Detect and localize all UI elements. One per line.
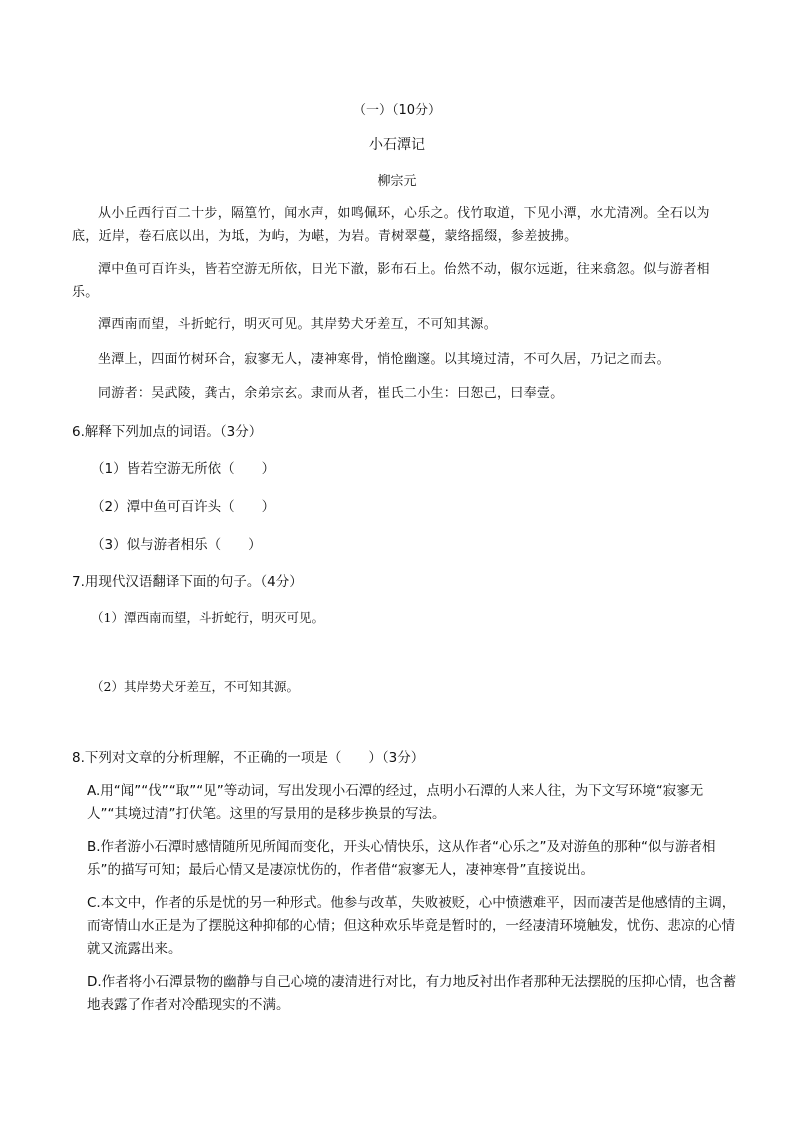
article-title: 小石潭记	[369, 137, 425, 153]
question-6-item: （3）似与游者相乐（ ）	[91, 537, 262, 553]
question-8-option-d: D.作者将小石潭景物的幽静与自己心境的凄清进行对比，有力地反衬出作者那种无法摆脱的压抑心情，也含蓄地表露了作者对冷酷现实的不满。	[87, 974, 737, 1013]
question-7-item: （2）其岸势犬牙差互，不可知其源。	[91, 679, 299, 694]
section-title: （一）（10分）	[352, 103, 442, 118]
question-8-option-c: C.本文中，作者的乐是忧的另一种形式。他参与改革，失败被贬，心中愤懑难平，因而凄苦是他感情的主调，而寄情山水正是为了摆脱这种抑郁的心情；但这种欢乐毕竟是暂时的，一经凄清环境触发，忧伤、悲凉的心情就又流露出来。	[87, 895, 736, 957]
question-8-option-a: A.用“闻”“伐”“取”“见”等动词，写出发现小石潭的经过，点明小石潭的人来人往，为下文写环境“寂寥无人”“其境过清”打伏笔。这里的写景用的是移步换景的写法。	[87, 783, 704, 822]
question-8-prompt: 8.下列对文章的分析理解，不正确的一项是（ ）（3分）	[72, 750, 425, 766]
question-6-item: （1）皆若空游无所依（ ）	[91, 461, 276, 477]
question-8-option-b: B.作者游小石潭时感情随所见所闻而变化，开头心情快乐，这从作者“心乐之”及对游鱼的那种“似与游者相乐”的描写可知；最后心情又是凄凉忧伤的，作者借“寂寥无人，凄神寒骨”直接说出。	[87, 839, 716, 878]
question-7-prompt: 7.用现代汉语翻译下面的句子。（4分）	[72, 574, 303, 590]
question-7-item: （1）潭西南而望，斗折蛇行，明灭可见。	[91, 610, 324, 625]
passage-paragraph: 同游者：吴武陵，龚古，余弟宗玄。隶而从者，崔氏二小生：曰恕己，曰奉壹。	[98, 386, 564, 401]
question-6-prompt: 6.解释下列加点的词语。（3分）	[72, 424, 263, 440]
passage-paragraph: 坐潭上，四面竹树环合，寂寥无人，凄神寒骨，悄怆幽邃。以其境过清，不可久居，乃记之而去。	[98, 352, 670, 367]
passage-paragraph: 潭中鱼可百许头，皆若空游无所依，日光下澈，影布石上。佁然不动，俶尔远逝，往来翕忽。似与游者相乐。	[72, 262, 710, 300]
author: 柳宗元	[377, 174, 417, 189]
question-6-item: （2）潭中鱼可百许头（ ）	[91, 499, 276, 515]
passage-paragraph: 从小丘西行百二十步，隔篁竹，闻水声，如鸣佩环，心乐之。伐竹取道，下见小潭，水尤清冽。全石以为底，近岸，卷石底以出，为坻，为屿，为嵁，为岩。青树翠蔓，蒙络摇缀，参差披拂。	[72, 206, 710, 244]
passage-paragraph: 潭西南而望，斗折蛇行，明灭可见。其岸势犬牙差互，不可知其源。	[98, 317, 498, 332]
